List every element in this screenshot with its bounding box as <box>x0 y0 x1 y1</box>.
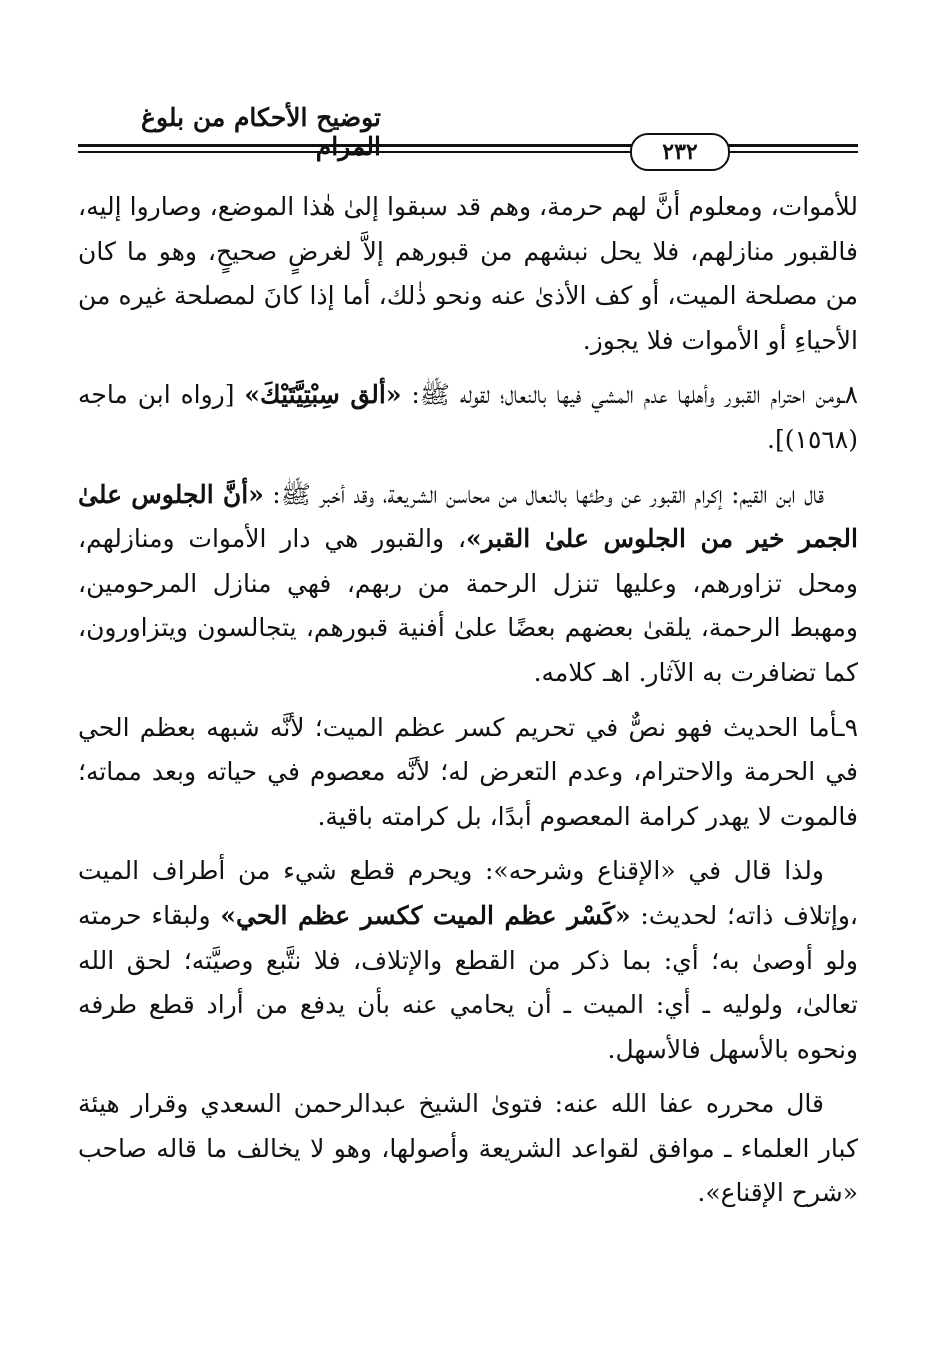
paragraph-text: قال ابن القيم: إكرام القبور عن وطئها بالنعال من محاسن الشريعة، وقد أخبر ﷺ: <box>263 479 824 509</box>
paragraph-text: ولبقاء حرمته ولو أوصىٰ به؛ أي: بما ذكر من القطع والإتلاف، فلا نتَّبع وصيَّته؛ لحق الله تعالىٰ، ولوليه ـ أي: الميت ـ أن يحامي عنه بأن يدفع من أراد قطع طرفه ونحوه بالأسهل فالأسهل. <box>78 900 859 1064</box>
citation: [رواه ابن ماجه (١٥٦٨)]. <box>78 380 858 454</box>
running-header-title: توضيح الأحكام من بلوغ المرام <box>141 103 381 161</box>
numbered-paragraph-9 <box>78 706 858 840</box>
page-number-badge <box>630 133 730 171</box>
page-number: ٢٣٢ <box>662 139 698 165</box>
body-text <box>78 185 858 1216</box>
paragraph-text: ومن احترام القبور وأهلها عدم المشي فيها بالنعال؛ لقوله ﷺ: <box>401 380 842 410</box>
hadith-quote: «ألق سِبْتِيَّتَيْكَ» <box>244 380 402 410</box>
paragraph-continuation: للأموات، ومعلوم أنَّ لهم حرمة، وهم قد سبقوا إلىٰ هٰذا الموضع، وصاروا إليه، فالقبور منازلهم، فلا يحل نبشهم من قبورهم إلاَّ لغرضٍ صحيحٍ، وهو ما كان من مصلحة الميت، أو كف الأذىٰ عنه ونحو ذٰلك، أما إذا كانَ لمصلحة غيره من الأحياءِ أو الأموات فلا يجوز. <box>78 192 858 355</box>
paragraph-text: أما الحديث فهو نصٌّ في تحريم كسر عظم الميت؛ لأنَّه شبهه بعظم الحي في الحرمة والاحترام، وعدم التعرض له؛ لأنَّه معصوم في حياته وبعد مماته؛ فالموت لا يهدر كرامة المعصوم أبدًا، بل كرامته باقية. <box>78 712 858 831</box>
header-rule-bottom <box>78 151 858 153</box>
header-rule-top <box>78 144 858 147</box>
item-number: ٩ـ <box>837 712 858 742</box>
hadith-quote: «أنَّ الجلوس علىٰ الجمر خير من الجلوس علىٰ القبر» <box>78 479 858 554</box>
item-number: ٨ـ <box>841 380 858 410</box>
numbered-paragraph-8 <box>78 373 858 462</box>
paragraph-text: ، والقبور هي دار الأموات ومنازلهم، ومحل تزاورهم، وعليها تنزل الرحمة من ربهم، فهي منازل المرحومين، ومهبط الرحمة، يلقىٰ بعضهم بعضًا علىٰ أفنية قبورهم، يتجالسون ويتزاورون، كما تضافرت به الآثار. اهـ كلامه. <box>78 524 858 687</box>
paragraph-iqna <box>78 849 858 1072</box>
hadith-quote: «كَسْر عظم الميت ككسر عظم الحي» <box>220 900 631 930</box>
paragraph-ibn-qayyim <box>78 473 858 696</box>
paragraph-text: ولذا قال في «الإقناع وشرحه»: ويحرم قطع شيء من أطراف الميت ،وإتلاف ذاته؛ لحديث: <box>78 856 858 930</box>
paragraph-author-note: قال محرره عفا الله عنه: فتوىٰ الشيخ عبدالرحمن السعدي وقرار هيئة كبار العلماء ـ موافق لقواعد الشريعة وأصولها، وهو لا يخالف ما قاله صاحب «شرح الإقناع». <box>78 1089 858 1208</box>
